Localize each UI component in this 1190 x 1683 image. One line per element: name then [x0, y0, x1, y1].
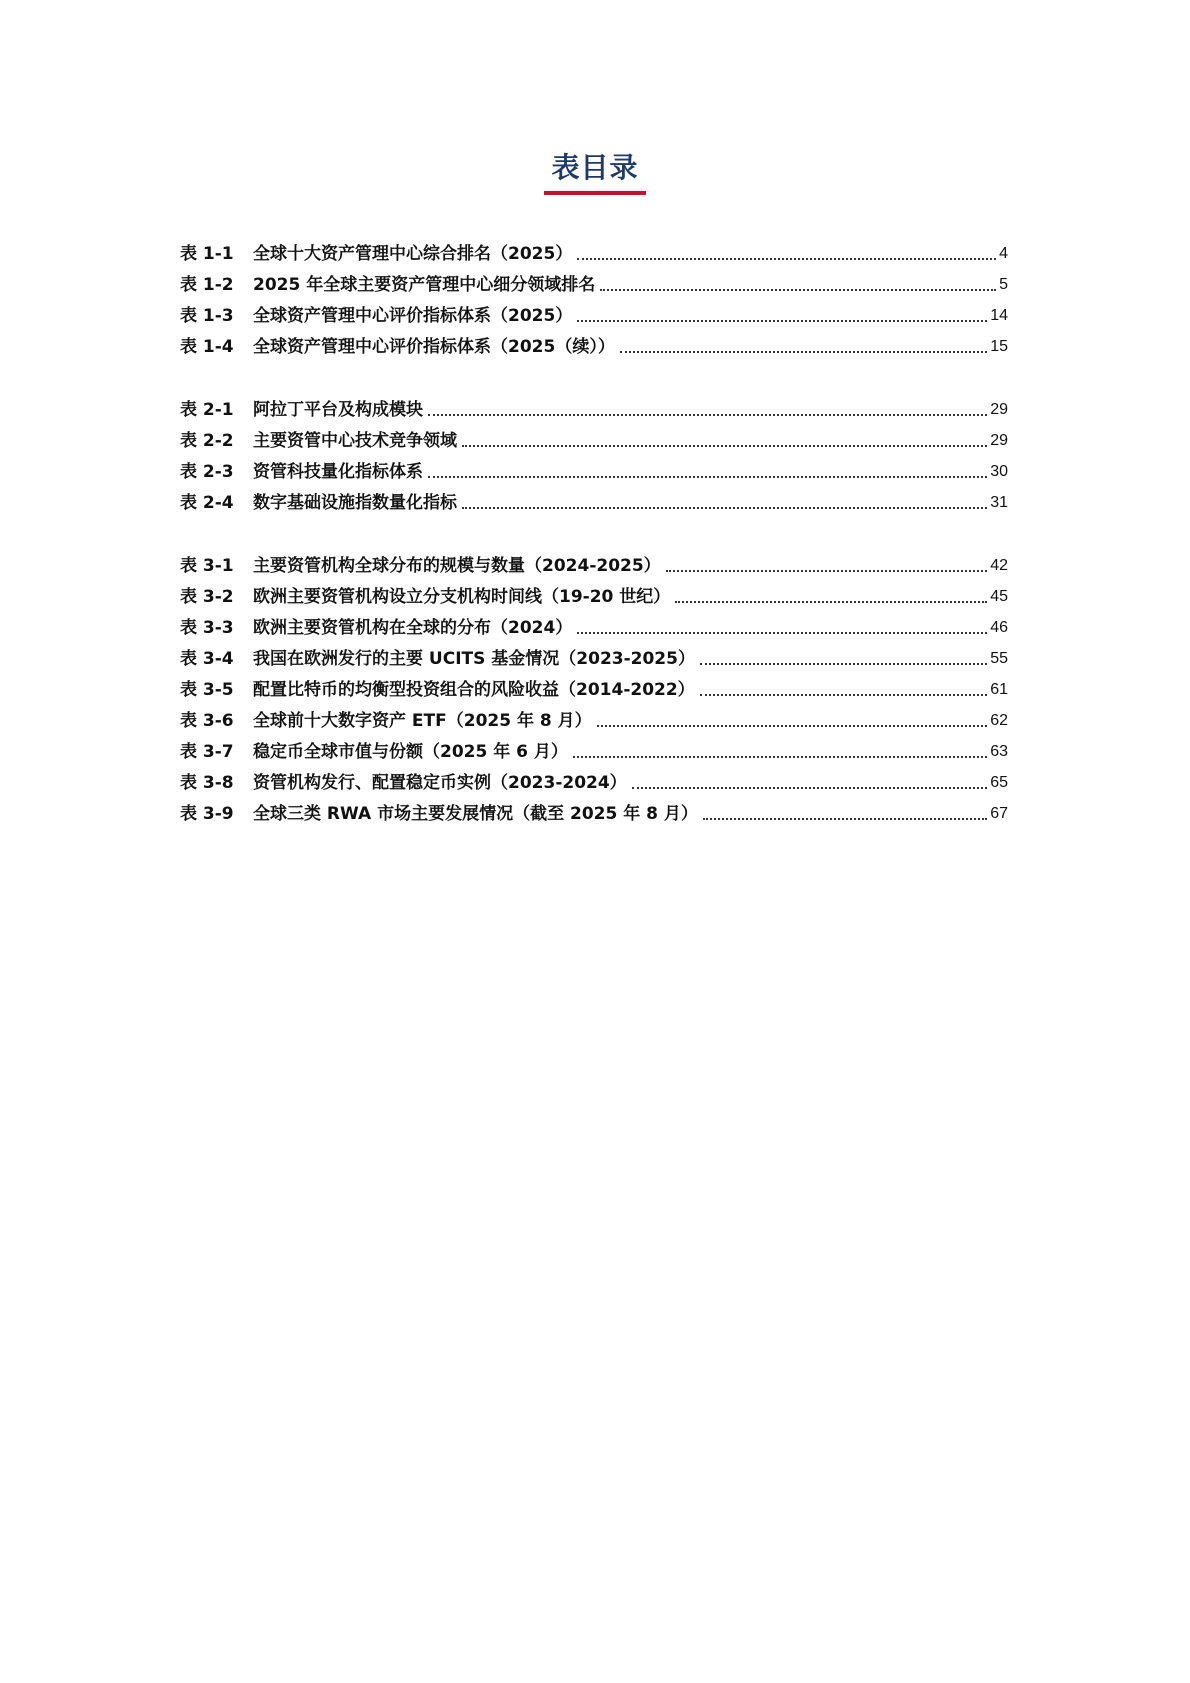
toc-entry-label[interactable]: 主要资管中心技术竞争领域	[253, 431, 457, 451]
toc-entry-page[interactable]: 29	[990, 401, 1008, 418]
toc-entry-page[interactable]: 15	[990, 338, 1008, 355]
toc-entry-label[interactable]: 阿拉丁平台及构成模块	[253, 400, 423, 420]
toc-entry-page[interactable]: 46	[990, 619, 1008, 636]
toc-entry[interactable]	[180, 452, 1008, 483]
toc-entry-number: 表 1-3	[180, 306, 234, 326]
dot-leader	[462, 445, 987, 447]
toc-entry-number: 表 3-1	[180, 556, 234, 576]
toc-entry-page[interactable]: 30	[990, 463, 1008, 480]
toc-entry-label[interactable]: 全球三类 RWA 市场主要发展情况（截至 2025 年 8 月）	[253, 804, 698, 824]
toc-entry-page[interactable]: 61	[990, 681, 1008, 698]
toc-entry-label[interactable]: 欧洲主要资管机构设立分支机构时间线（19-20 世纪）	[253, 587, 671, 607]
toc-entry-page[interactable]: 5	[999, 276, 1008, 293]
toc-entry-number: 表 2-1	[180, 400, 234, 420]
toc-entry[interactable]	[180, 265, 1008, 296]
toc-entry[interactable]	[180, 577, 1008, 608]
toc-entry-page[interactable]: 45	[990, 588, 1008, 605]
dot-leader	[675, 601, 987, 603]
toc-entry[interactable]	[180, 701, 1008, 732]
dot-leader	[632, 787, 988, 789]
toc-entry-number: 表 3-5	[180, 680, 234, 700]
toc-entry-page[interactable]: 62	[990, 712, 1008, 729]
dot-leader	[577, 258, 996, 260]
toc-entry-number: 表 3-3	[180, 618, 234, 638]
toc-entry-label[interactable]: 配置比特币的均衡型投资组合的风险收益（2014-2022）	[253, 680, 695, 700]
toc-entry-number: 表 3-8	[180, 773, 234, 793]
toc-entry[interactable]	[180, 546, 1008, 577]
toc-entry-page[interactable]: 42	[990, 557, 1008, 574]
toc-entry-number: 表 3-2	[180, 587, 234, 607]
toc-entry[interactable]	[180, 390, 1008, 421]
toc-group-chapter-1	[180, 234, 1008, 358]
toc-entry-number: 表 2-3	[180, 462, 234, 482]
toc-entry[interactable]	[180, 794, 1008, 825]
dot-leader	[703, 818, 987, 820]
dot-leader	[573, 756, 987, 758]
toc-entry-number: 表 3-9	[180, 804, 234, 824]
toc-entry-label[interactable]: 数字基础设施指数量化指标	[253, 493, 457, 513]
page-title: 表目录	[551, 151, 639, 184]
dot-leader	[700, 663, 987, 665]
dot-leader	[462, 507, 987, 509]
dot-leader	[428, 414, 987, 416]
toc-entry-label[interactable]: 稳定币全球市值与份额（2025 年 6 月）	[253, 742, 568, 762]
toc-entry-number: 表 1-1	[180, 244, 234, 264]
toc-group-chapter-2	[180, 390, 1008, 514]
toc-entry-label[interactable]: 资管科技量化指标体系	[253, 462, 423, 482]
toc-entry[interactable]	[180, 763, 1008, 794]
toc-entry-page[interactable]: 29	[990, 432, 1008, 449]
toc-entry-page[interactable]: 31	[990, 494, 1008, 511]
dot-leader	[428, 476, 987, 478]
dot-leader	[700, 694, 988, 696]
toc-entry-number: 表 1-4	[180, 337, 234, 357]
toc-entry-number: 表 2-2	[180, 431, 234, 451]
toc-entry[interactable]	[180, 639, 1008, 670]
toc-entry-page[interactable]: 63	[990, 743, 1008, 760]
dot-leader	[620, 351, 987, 353]
toc-entry-page[interactable]: 4	[999, 245, 1008, 262]
toc-entry[interactable]	[180, 483, 1008, 514]
toc-entry-label[interactable]: 全球前十大数字资产 ETF（2025 年 8 月）	[253, 711, 592, 731]
toc-entry-page[interactable]: 55	[990, 650, 1008, 667]
dot-leader	[666, 570, 988, 572]
toc-entry-number: 表 3-4	[180, 649, 234, 669]
toc-entry-label[interactable]: 欧洲主要资管机构在全球的分布（2024）	[253, 618, 573, 638]
title-underline	[544, 191, 646, 195]
title-container	[0, 150, 1190, 186]
toc-entry-label[interactable]: 资管机构发行、配置稳定币实例（2023-2024）	[253, 773, 627, 793]
table-of-figures	[180, 234, 1008, 857]
toc-entry[interactable]	[180, 421, 1008, 452]
toc-entry-page[interactable]: 67	[990, 805, 1008, 822]
toc-entry-label[interactable]: 全球资产管理中心评价指标体系（2025（续））	[253, 337, 615, 357]
dot-leader	[577, 320, 987, 322]
toc-entry-label[interactable]: 全球十大资产管理中心综合排名（2025）	[253, 244, 573, 264]
dot-leader	[600, 289, 996, 291]
toc-entry-number: 表 2-4	[180, 493, 234, 513]
toc-entry-number: 表 3-6	[180, 711, 234, 731]
dot-leader	[577, 632, 987, 634]
toc-entry[interactable]	[180, 234, 1008, 265]
toc-entry[interactable]	[180, 670, 1008, 701]
toc-entry-number: 表 3-7	[180, 742, 234, 762]
toc-entry-label[interactable]: 全球资产管理中心评价指标体系（2025）	[253, 306, 573, 326]
dot-leader	[597, 725, 988, 727]
toc-entry-label[interactable]: 2025 年全球主要资产管理中心细分领域排名	[253, 275, 596, 295]
toc-entry-page[interactable]: 65	[990, 774, 1008, 791]
toc-entry-number: 表 1-2	[180, 275, 234, 295]
toc-entry-page[interactable]: 14	[990, 307, 1008, 324]
toc-entry[interactable]	[180, 296, 1008, 327]
toc-entry-label[interactable]: 主要资管机构全球分布的规模与数量（2024-2025）	[253, 556, 661, 576]
toc-group-chapter-3	[180, 546, 1008, 825]
toc-entry[interactable]	[180, 732, 1008, 763]
toc-entry-label[interactable]: 我国在欧洲发行的主要 UCITS 基金情况（2023-2025）	[253, 649, 695, 669]
toc-entry[interactable]	[180, 608, 1008, 639]
toc-entry[interactable]	[180, 327, 1008, 358]
